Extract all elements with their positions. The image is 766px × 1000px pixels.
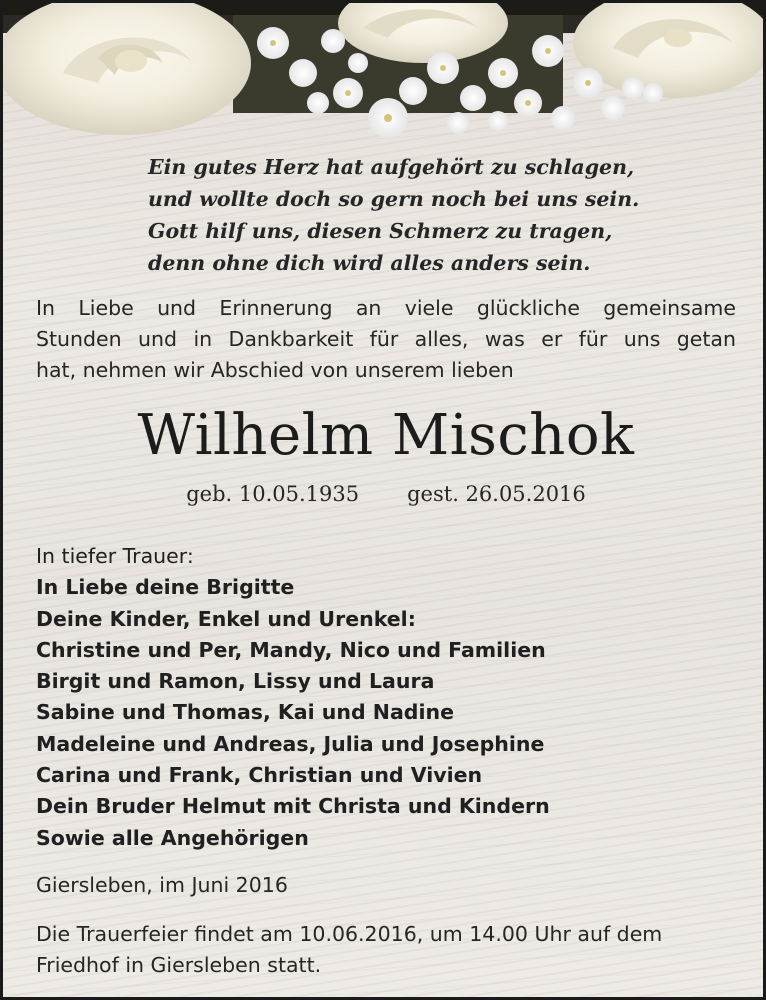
mourners-list [36,541,736,854]
mourner-line: Sabine und Thomas, Kai und Nadine [36,700,454,725]
deceased-name: Wilhelm Mischok [137,403,635,468]
mourners-heading: In tiefer Trauer: [36,544,194,568]
verse-line: Gott hilf uns, diesen Schmerz zu tragen, [148,219,613,243]
mourner-line: Sowie alle Angehörigen [36,825,309,850]
place-and-date: Giersleben, im Juni 2016 [36,873,288,897]
memorial-verse [148,151,708,279]
death-date: gest. 26.05.2016 [407,482,586,506]
birth-date: geb. 10.05.1935 [186,482,360,506]
mourner-line: Madeleine und Andreas, Julia und Josephine [36,731,545,756]
intro-line: In Liebe und Erinnerung an viele glückliche gemeinsame [36,296,736,320]
mourner-line: Dein Bruder Helmut mit Christa und Kindern [36,794,550,819]
ceremony-line: Die Trauerfeier findet am 10.06.2016, um 14.00 Uhr auf dem [36,922,663,946]
mourner-line: Deine Kinder, Enkel und Urenkel: [36,606,416,631]
intro-line: Stunden und in Dankbarkeit für alles, was er für uns getan [36,327,736,351]
verse-line: und wollte doch so gern noch bei uns sein. [148,187,640,211]
funeral-ceremony-info [36,919,736,981]
intro-line: hat, nehmen wir Abschied von unserem lieben [36,358,514,382]
mourner-line: Birgit und Ramon, Lissy und Laura [36,669,435,694]
life-dates [3,479,766,509]
ceremony-line: Friedhof in Giersleben statt. [36,953,322,977]
intro-paragraph [36,293,736,386]
rose-left [3,3,251,135]
verse-line: Ein gutes Herz hat aufgehört zu schlagen, [148,155,635,179]
mourner-line: In Liebe deine Brigitte [36,575,295,600]
mourner-line: Carina und Frank, Christian und Vivien [36,763,483,788]
floral-decoration [3,3,766,153]
verse-line: denn ohne dich wird alles anders sein. [148,251,591,275]
mourner-line: Christine und Per, Mandy, Nico und Familien [36,637,546,662]
